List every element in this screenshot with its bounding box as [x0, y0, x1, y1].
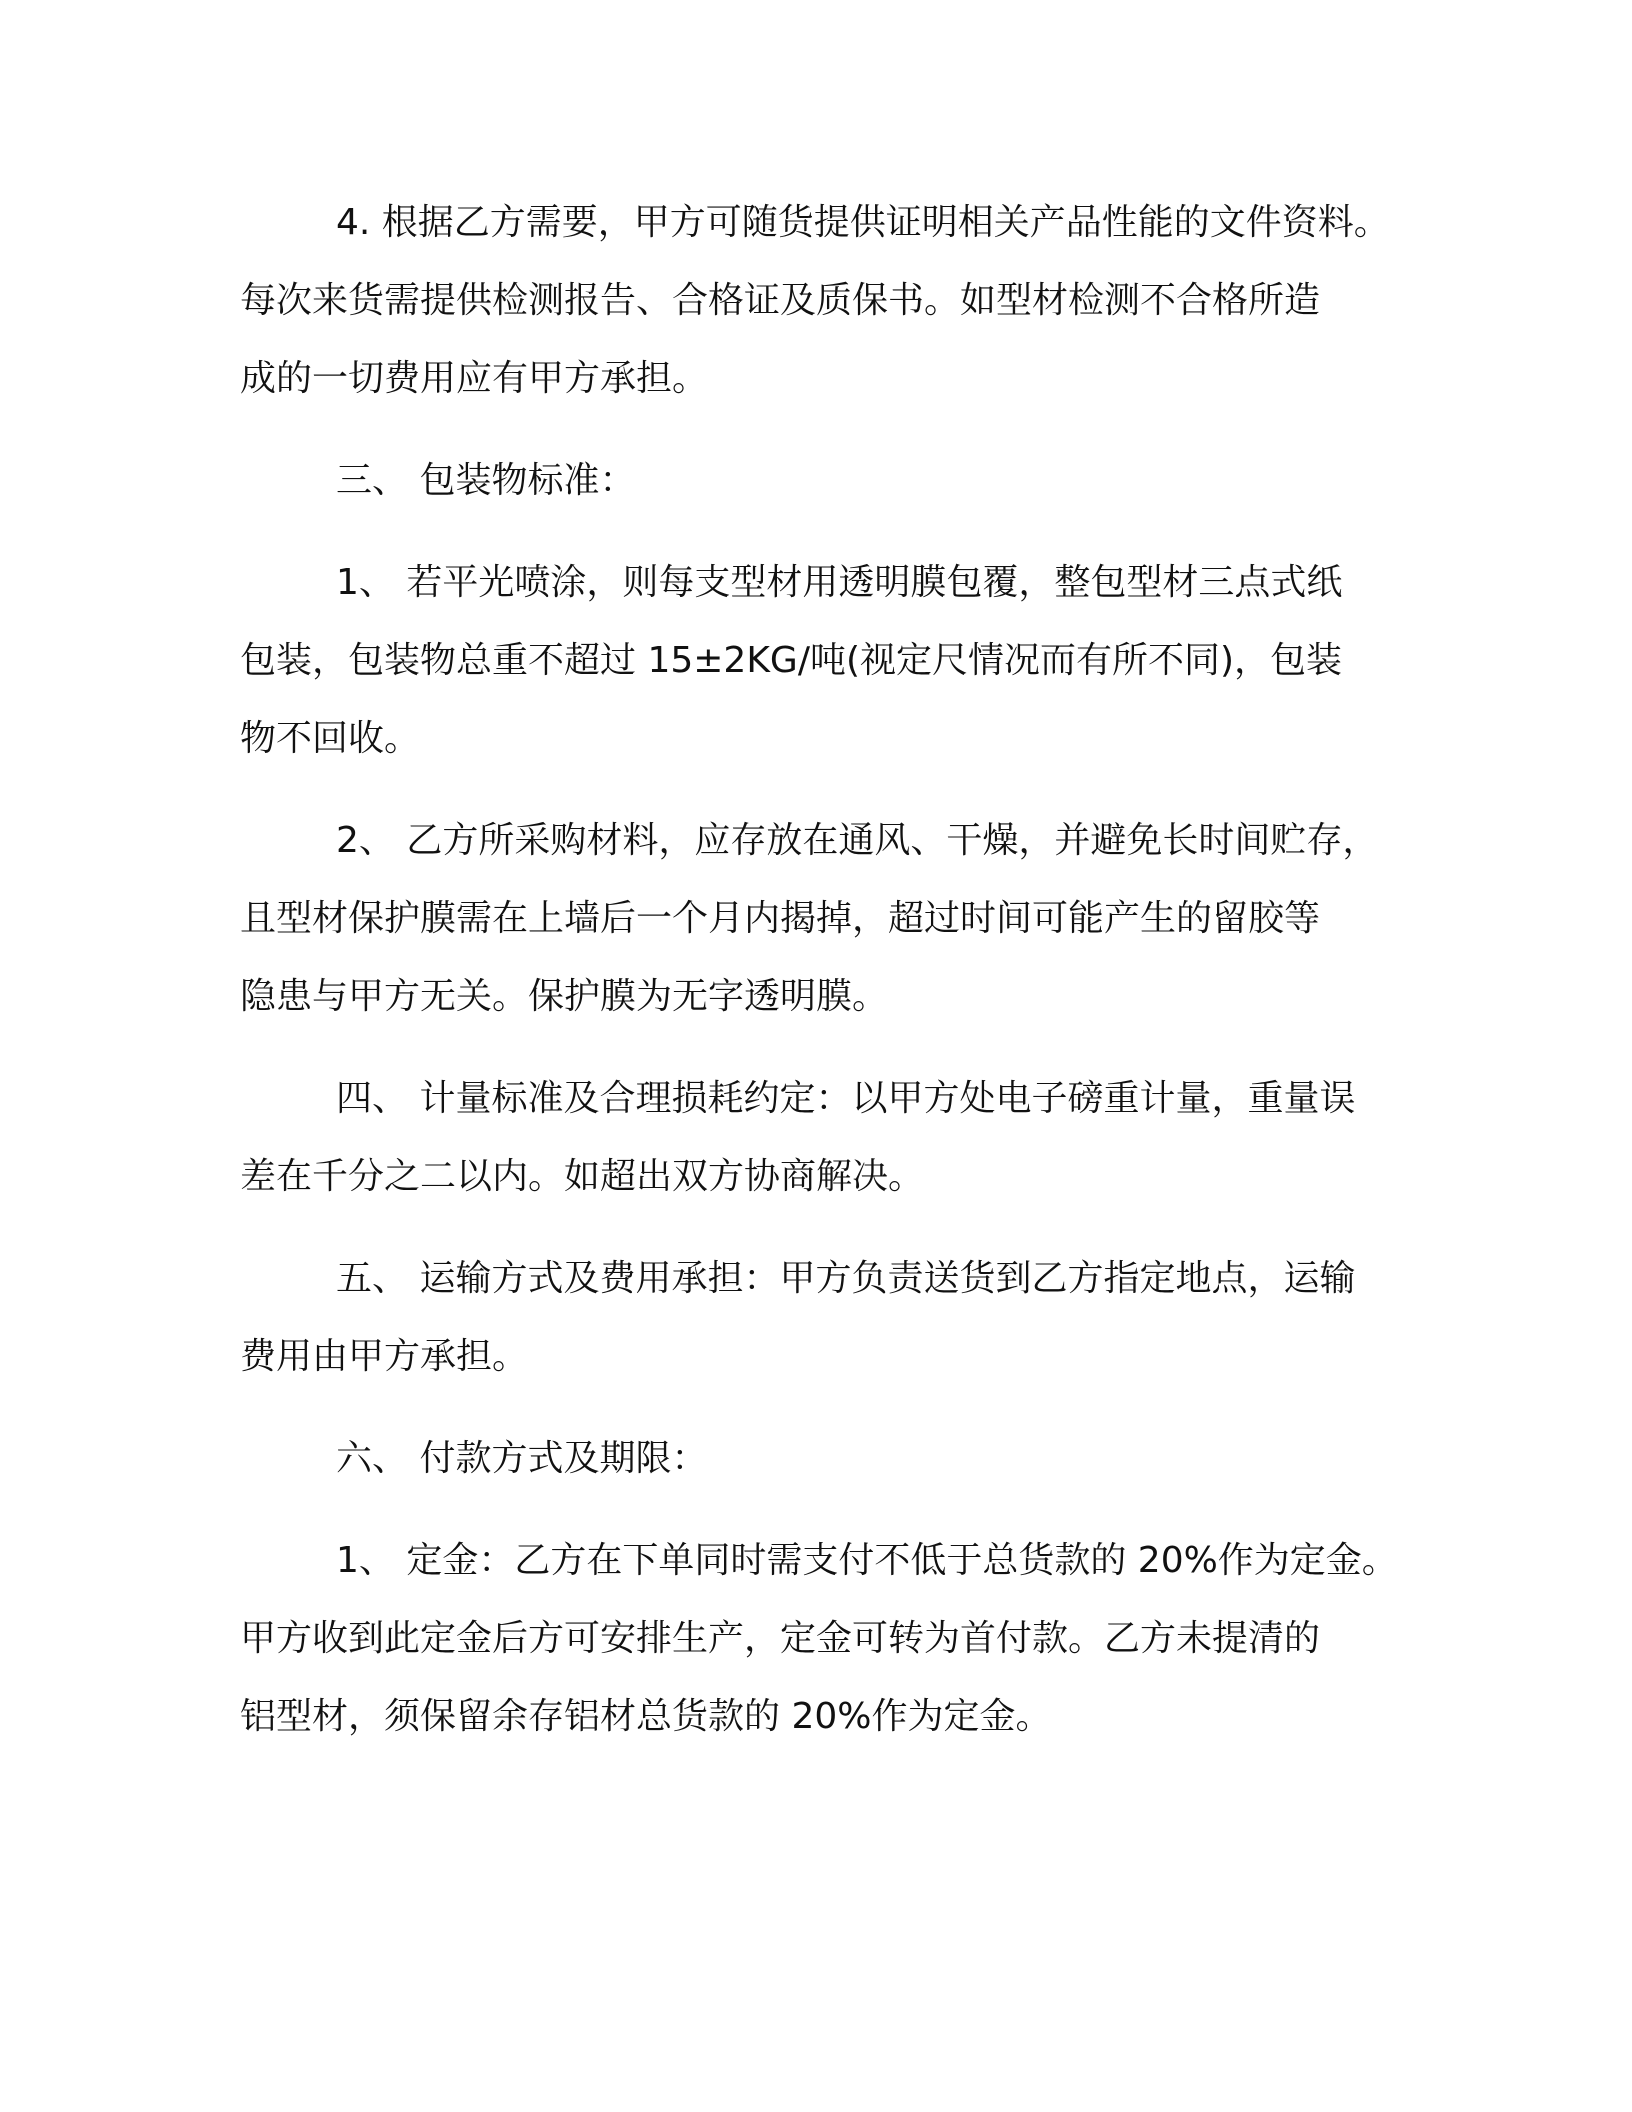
clause-2-4	[240, 184, 1410, 418]
text-line: 每次来货需提供检测报告、合格证及质保书。如型材检测不合格所造	[240, 280, 1321, 321]
text-line: 费用由甲方承担。	[240, 1336, 529, 1377]
text-line: 四、 计量标准及合理损耗约定：以甲方处电子磅重计量，重量误	[336, 1078, 1356, 1119]
text-line: 差在千分之二以内。如超出双方协商解决。	[240, 1156, 925, 1197]
clause-3-1	[240, 544, 1410, 778]
text-line: 五、 运输方式及费用承担：甲方负责送货到乙方指定地点，运输	[336, 1258, 1356, 1299]
section-measurement	[240, 1060, 1410, 1216]
heading-line: 六、 付款方式及期限：	[336, 1438, 708, 1479]
text-line: 铝型材，须保留余存铝材总货款的 20%作为定金。	[240, 1696, 1052, 1737]
section-heading-packaging	[240, 442, 1410, 520]
clause-6-1	[240, 1522, 1410, 1756]
document-body	[240, 184, 1410, 1780]
clause-3-2	[240, 802, 1410, 1036]
text-line: 1、 定金：乙方在下单同时需支付不低于总货款的 20%作为定金。	[336, 1540, 1398, 1581]
text-line: 且型材保护膜需在上墙后一个月内揭掉，超过时间可能产生的留胶等	[240, 898, 1321, 939]
text-line: 1、 若平光喷涂，则每支型材用透明膜包覆，整包型材三点式纸	[336, 562, 1343, 603]
text-line: 物不回收。	[240, 718, 421, 759]
text-line: 隐患与甲方无关。保护膜为无字透明膜。	[240, 976, 889, 1017]
text-line: 成的一切费用应有甲方承担。	[240, 358, 709, 399]
heading-line: 三、 包装物标准：	[336, 460, 636, 501]
text-line: 包装，包装物总重不超过 15±2KG/吨(视定尺情况而有所不同)，包装	[240, 640, 1343, 681]
text-line: 4. 根据乙方需要，甲方可随货提供证明相关产品性能的文件资料。	[336, 202, 1390, 243]
section-heading-payment	[240, 1420, 1410, 1498]
section-transport	[240, 1240, 1410, 1396]
text-line: 甲方收到此定金后方可安排生产，定金可转为首付款。乙方未提清的	[240, 1618, 1321, 1659]
text-line: 2、 乙方所采购材料，应存放在通风、干燥，并避免长时间贮存，	[336, 820, 1379, 861]
